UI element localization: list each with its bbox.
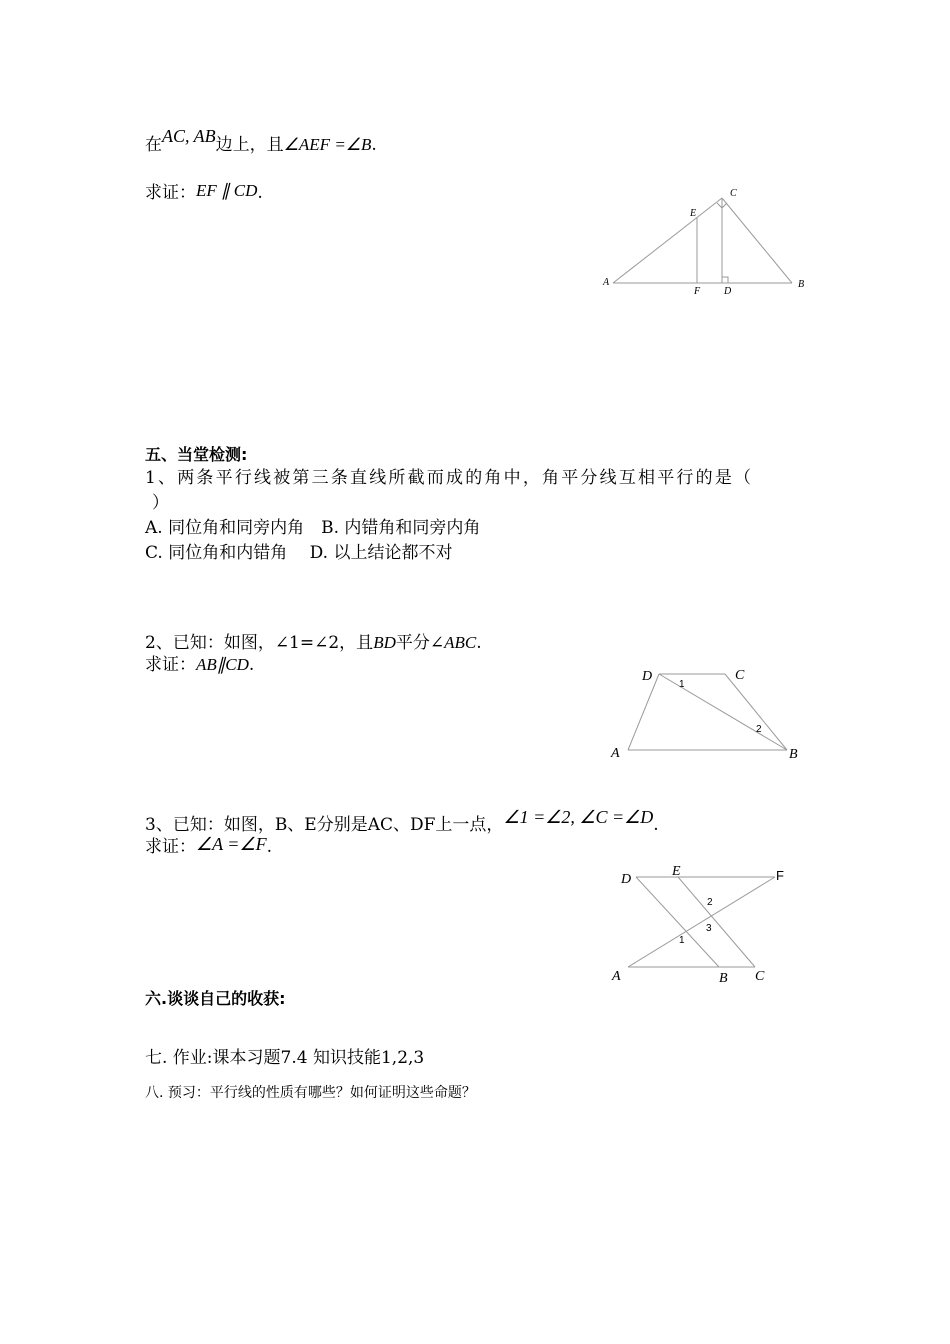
p1-label-D: D [724, 286, 732, 297]
q2-line1-mid: 平分∠ [395, 633, 445, 653]
section8-preview: 八. 预习：平行线的性质有哪些？如何证明这些命题？ [145, 1085, 476, 1101]
q3-line2-end: . [266, 837, 272, 857]
q1-options-ab: A. 同位角和同旁内角 B. 内错角和同旁内角 [145, 518, 481, 538]
q3-line-EC [678, 877, 755, 967]
p1-line1-mid: 边上，且 [215, 135, 284, 155]
p1-label-F: F [694, 286, 701, 297]
q3-label-F: F [776, 868, 784, 883]
q3-label-B: B [719, 971, 728, 986]
q3-line-DB [636, 877, 719, 967]
p1-line1-end: . [371, 135, 377, 155]
section5-heading: 五、当堂检测: [145, 445, 248, 464]
q2-label-D: D [642, 669, 653, 684]
q3-angle-2: 2 [707, 897, 713, 908]
q2-label-A: A [611, 746, 620, 761]
p1-proof-expr: EF ∥ CD [196, 181, 258, 200]
q3-line-AF [628, 877, 775, 967]
q3-label-D: D [621, 872, 632, 887]
q2-line1-pre: 2、已知：如图，∠1=∠2，且 [145, 633, 374, 653]
q3-label-A: A [612, 969, 621, 984]
p1-label-A: A [603, 277, 610, 288]
q2-line2-expr: AB∥CD [196, 655, 249, 674]
q1-options-cd: C. 同位角和内错角 D. 以上结论都不对 [145, 543, 453, 563]
q2-label-C: C [735, 668, 745, 683]
p1-line1-seg: AC, AB [162, 126, 216, 146]
q2-angle-1: 1 [679, 679, 685, 690]
q3-angle-3: 3 [706, 923, 712, 934]
p1-proof-end: . [257, 183, 263, 203]
q2-label-B: B [789, 747, 798, 762]
section7-homework: 七. 作业:课本习题7.4 知识技能1,2,3 [145, 1048, 425, 1068]
q3-angle-1: 1 [679, 935, 685, 946]
p1-line1-eq: ∠AEF =∠B [283, 135, 372, 154]
q3-label-E: E [672, 864, 681, 879]
q3-line1-pre: 3、已知：如图，B、E分别是AC、DF上一点， [145, 815, 504, 835]
p1-label-C: C [730, 188, 737, 199]
p1-label-E: E [690, 208, 697, 219]
q3-label-C: C [755, 969, 765, 984]
q3-line1-end: . [653, 815, 659, 835]
q3-line2-pre: 求证： [145, 837, 196, 857]
q3-line1-eq: ∠1 =∠2, ∠C =∠D [503, 807, 654, 827]
p1-line1-pre: 在 [145, 135, 162, 155]
q2-angle-2: 2 [756, 724, 762, 735]
section6-heading: 六.谈谈自己的收获: [145, 989, 286, 1008]
q2-line2-pre: 求证： [145, 655, 196, 675]
p1-label-B: B [798, 279, 805, 290]
q2-line1-end: . [476, 633, 482, 653]
q2-line2-end: . [248, 655, 255, 675]
p1-proof-label: 求证： [145, 183, 196, 203]
q3-line2-eq: ∠A =∠F [196, 834, 267, 854]
q1-stem-a: 1、两条平行线被第三条直线所截而成的角中，角平分线互相平行的是（ [145, 468, 754, 488]
q1-stem-b: ） [152, 493, 169, 513]
q2-line1-bd: BD [373, 633, 396, 652]
q2-line1-abc: ABC [444, 633, 477, 652]
